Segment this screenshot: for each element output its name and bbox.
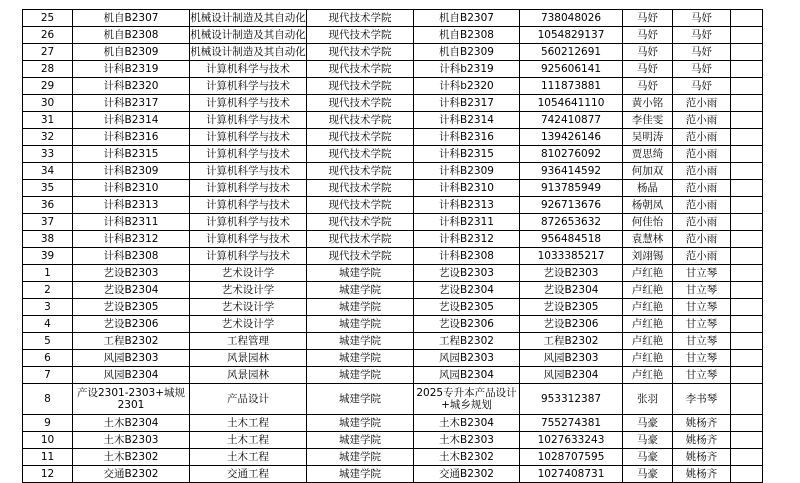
row-number: 39: [23, 248, 73, 265]
table-row: [23, 214, 763, 231]
table-row: [23, 180, 763, 197]
qq-number: 936414592: [520, 163, 623, 180]
qq-number: 1027633243: [520, 432, 623, 449]
qq-number: 925606141: [520, 61, 623, 78]
class-name: 计科B2312: [73, 231, 190, 248]
group-name: 计科B2309: [414, 163, 520, 180]
qq-number: 913785949: [520, 180, 623, 197]
college-name: 城建学院: [307, 350, 414, 367]
counselor: 姚杨齐: [673, 449, 731, 466]
empty-cell: [731, 10, 763, 27]
row-number: 31: [23, 112, 73, 129]
class-name: 艺设B2304: [73, 282, 190, 299]
group-name: 艺设B2303: [414, 265, 520, 282]
major-name: 计算机科学与技术: [190, 231, 307, 248]
qq-number: 742410877: [520, 112, 623, 129]
group-name: 计科b2319: [414, 61, 520, 78]
group-name: 机自B2308: [414, 27, 520, 44]
empty-cell: [731, 180, 763, 197]
table-row: [23, 248, 763, 265]
head-teacher: 何加双: [623, 163, 673, 180]
table-row: [23, 112, 763, 129]
major-name: 计算机科学与技术: [190, 112, 307, 129]
empty-cell: [731, 27, 763, 44]
table-row: [23, 299, 763, 316]
major-name: 产品设计: [190, 384, 307, 415]
college-name: 现代技术学院: [307, 10, 414, 27]
class-name: 计科B2315: [73, 146, 190, 163]
head-teacher: 李佳雯: [623, 112, 673, 129]
college-name: 城建学院: [307, 316, 414, 333]
empty-cell: [731, 112, 763, 129]
empty-cell: [731, 316, 763, 333]
row-number: 35: [23, 180, 73, 197]
college-name: 城建学院: [307, 367, 414, 384]
empty-cell: [731, 282, 763, 299]
counselor: 马妤: [673, 27, 731, 44]
college-name: 现代技术学院: [307, 197, 414, 214]
major-name: 计算机科学与技术: [190, 78, 307, 95]
counselor: 范小雨: [673, 231, 731, 248]
qq-number: 1054641110: [520, 95, 623, 112]
college-name: 现代技术学院: [307, 95, 414, 112]
table-row: [23, 466, 763, 483]
counselor: 甘立琴: [673, 282, 731, 299]
counselor: 李书琴: [673, 384, 731, 415]
table-row: [23, 231, 763, 248]
table-row: [23, 129, 763, 146]
group-name: 土木B2302: [414, 449, 520, 466]
college-name: 城建学院: [307, 299, 414, 316]
table-row: [23, 61, 763, 78]
college-name: 城建学院: [307, 265, 414, 282]
major-name: 土木工程: [190, 432, 307, 449]
class-name: 计科B2319: [73, 61, 190, 78]
head-teacher: 袁慧林: [623, 231, 673, 248]
class-name: 计科B2317: [73, 95, 190, 112]
head-teacher: 马妤: [623, 10, 673, 27]
row-number: 11: [23, 449, 73, 466]
group-name: 计科B2313: [414, 197, 520, 214]
head-teacher: 卢红艳: [623, 265, 673, 282]
major-name: 机械设计制造及其自动化: [190, 27, 307, 44]
counselor: 范小雨: [673, 95, 731, 112]
college-name: 城建学院: [307, 282, 414, 299]
major-name: 艺术设计学: [190, 282, 307, 299]
row-number: 36: [23, 197, 73, 214]
row-number: 37: [23, 214, 73, 231]
empty-cell: [731, 78, 763, 95]
major-name: 风景园林: [190, 350, 307, 367]
row-number: 34: [23, 163, 73, 180]
class-name: 计科B2308: [73, 248, 190, 265]
college-name: 现代技术学院: [307, 214, 414, 231]
row-number: 25: [23, 10, 73, 27]
table-row: [23, 316, 763, 333]
qq-number: 755274381: [520, 415, 623, 432]
qq-number: 艺设B2305: [520, 299, 623, 316]
table-row: [23, 146, 763, 163]
qq-number: 738048026: [520, 10, 623, 27]
major-name: 艺术设计学: [190, 299, 307, 316]
table-row: [23, 27, 763, 44]
empty-cell: [731, 367, 763, 384]
table-row: [23, 449, 763, 466]
group-name: 计科B2312: [414, 231, 520, 248]
counselor: 范小雨: [673, 197, 731, 214]
qq-number: 艺设B2303: [520, 265, 623, 282]
group-name: 艺设B2305: [414, 299, 520, 316]
counselor: 马妤: [673, 78, 731, 95]
class-name: 土木B2302: [73, 449, 190, 466]
empty-cell: [731, 466, 763, 483]
empty-cell: [731, 95, 763, 112]
college-name: 现代技术学院: [307, 78, 414, 95]
class-name: 产设2301-2303+城规2301: [73, 384, 190, 415]
head-teacher: 贾思绮: [623, 146, 673, 163]
major-name: 机械设计制造及其自动化: [190, 10, 307, 27]
head-teacher: 杨晶: [623, 180, 673, 197]
qq-number: 1033385217: [520, 248, 623, 265]
group-name: 2025专升本产品设计+城乡规划: [414, 384, 520, 415]
group-name: 艺设B2304: [414, 282, 520, 299]
major-name: 计算机科学与技术: [190, 248, 307, 265]
major-name: 土木工程: [190, 449, 307, 466]
counselor: 范小雨: [673, 214, 731, 231]
empty-cell: [731, 415, 763, 432]
qq-number: 872653632: [520, 214, 623, 231]
row-number: 33: [23, 146, 73, 163]
counselor: 范小雨: [673, 129, 731, 146]
table-row: [23, 367, 763, 384]
college-name: 城建学院: [307, 384, 414, 415]
qq-number: 艺设B2304: [520, 282, 623, 299]
class-name: 机自B2308: [73, 27, 190, 44]
qq-number: 1028707595: [520, 449, 623, 466]
empty-cell: [731, 248, 763, 265]
row-number: 1: [23, 265, 73, 282]
counselor: 范小雨: [673, 146, 731, 163]
class-name: 机自B2307: [73, 10, 190, 27]
major-name: 计算机科学与技术: [190, 214, 307, 231]
group-name: 计科B2311: [414, 214, 520, 231]
group-name: 计科B2317: [414, 95, 520, 112]
group-name: 计科B2310: [414, 180, 520, 197]
head-teacher: 卢红艳: [623, 350, 673, 367]
row-number: 32: [23, 129, 73, 146]
group-name: 计科b2320: [414, 78, 520, 95]
class-name: 土木B2303: [73, 432, 190, 449]
table-row: [23, 415, 763, 432]
counselor: 马妤: [673, 44, 731, 61]
head-teacher: 马豪: [623, 415, 673, 432]
group-name: 机自B2309: [414, 44, 520, 61]
counselor: 姚杨齐: [673, 432, 731, 449]
row-number: 10: [23, 432, 73, 449]
row-number: 9: [23, 415, 73, 432]
qq-number: 工程B2302: [520, 333, 623, 350]
head-teacher: 卢红艳: [623, 282, 673, 299]
major-name: 风景园林: [190, 367, 307, 384]
table-row: [23, 197, 763, 214]
major-name: 计算机科学与技术: [190, 180, 307, 197]
head-teacher: 刘翊锡: [623, 248, 673, 265]
college-name: 现代技术学院: [307, 129, 414, 146]
qq-number: 1027408731: [520, 466, 623, 483]
empty-cell: [731, 265, 763, 282]
row-number: 30: [23, 95, 73, 112]
head-teacher: 马妤: [623, 27, 673, 44]
major-name: 机械设计制造及其自动化: [190, 44, 307, 61]
counselor: 范小雨: [673, 163, 731, 180]
counselor: 甘立琴: [673, 299, 731, 316]
counselor: 马妤: [673, 61, 731, 78]
table-row: [23, 350, 763, 367]
row-number: 29: [23, 78, 73, 95]
class-name: 计科B2320: [73, 78, 190, 95]
row-number: 2: [23, 282, 73, 299]
empty-cell: [731, 214, 763, 231]
empty-cell: [731, 299, 763, 316]
group-name: 交通B2302: [414, 466, 520, 483]
row-number: 5: [23, 333, 73, 350]
class-name: 计科B2310: [73, 180, 190, 197]
row-number: 7: [23, 367, 73, 384]
row-number: 4: [23, 316, 73, 333]
qq-number: 1054829137: [520, 27, 623, 44]
group-name: 计科B2316: [414, 129, 520, 146]
head-teacher: 张羽: [623, 384, 673, 415]
table-row: [23, 10, 763, 27]
qq-number: 560212691: [520, 44, 623, 61]
row-number: 26: [23, 27, 73, 44]
counselor: 姚杨齐: [673, 466, 731, 483]
group-name: 风园B2303: [414, 350, 520, 367]
qq-number: 111873881: [520, 78, 623, 95]
major-name: 艺术设计学: [190, 316, 307, 333]
class-name: 艺设B2303: [73, 265, 190, 282]
qq-number: 956484518: [520, 231, 623, 248]
class-name: 计科B2311: [73, 214, 190, 231]
row-number: 12: [23, 466, 73, 483]
counselor: 范小雨: [673, 112, 731, 129]
class-name: 计科B2313: [73, 197, 190, 214]
group-name: 计科B2315: [414, 146, 520, 163]
college-name: 现代技术学院: [307, 44, 414, 61]
class-name: 土木B2304: [73, 415, 190, 432]
table-row: [23, 265, 763, 282]
head-teacher: 卢红艳: [623, 333, 673, 350]
counselor: 甘立琴: [673, 265, 731, 282]
group-name: 计科B2308: [414, 248, 520, 265]
qq-number: 艺设B2306: [520, 316, 623, 333]
table-row: [23, 78, 763, 95]
group-name: 艺设B2306: [414, 316, 520, 333]
counselor: 马妤: [673, 10, 731, 27]
table-row: [23, 384, 763, 415]
college-name: 现代技术学院: [307, 231, 414, 248]
class-name: 计科B2316: [73, 129, 190, 146]
class-name: 工程B2302: [73, 333, 190, 350]
qq-number: 风园B2304: [520, 367, 623, 384]
class-name: 风园B2304: [73, 367, 190, 384]
major-name: 交通工程: [190, 466, 307, 483]
empty-cell: [731, 432, 763, 449]
counselor: 姚杨齐: [673, 415, 731, 432]
college-name: 现代技术学院: [307, 112, 414, 129]
head-teacher: 马豪: [623, 466, 673, 483]
qq-number: 风园B2303: [520, 350, 623, 367]
empty-cell: [731, 333, 763, 350]
college-name: 现代技术学院: [307, 61, 414, 78]
empty-cell: [731, 350, 763, 367]
row-number: 6: [23, 350, 73, 367]
table-row: [23, 282, 763, 299]
head-teacher: 卢红艳: [623, 367, 673, 384]
row-number: 8: [23, 384, 73, 415]
empty-cell: [731, 61, 763, 78]
table-row: [23, 44, 763, 61]
row-number: 28: [23, 61, 73, 78]
group-name: 土木B2304: [414, 415, 520, 432]
major-name: 计算机科学与技术: [190, 197, 307, 214]
counselor: 甘立琴: [673, 350, 731, 367]
class-name: 计科B2309: [73, 163, 190, 180]
class-name: 艺设B2306: [73, 316, 190, 333]
group-name: 计科B2314: [414, 112, 520, 129]
class-table: [22, 9, 763, 483]
row-number: 38: [23, 231, 73, 248]
major-name: 计算机科学与技术: [190, 129, 307, 146]
group-name: 风园B2304: [414, 367, 520, 384]
head-teacher: 卢红艳: [623, 299, 673, 316]
empty-cell: [731, 129, 763, 146]
college-name: 现代技术学院: [307, 248, 414, 265]
head-teacher: 卢红艳: [623, 316, 673, 333]
empty-cell: [731, 231, 763, 248]
head-teacher: 杨朝凤: [623, 197, 673, 214]
empty-cell: [731, 384, 763, 415]
college-name: 现代技术学院: [307, 27, 414, 44]
college-name: 城建学院: [307, 415, 414, 432]
college-name: 城建学院: [307, 432, 414, 449]
table-row: [23, 95, 763, 112]
counselor: 范小雨: [673, 180, 731, 197]
class-name: 机自B2309: [73, 44, 190, 61]
head-teacher: 吴明涛: [623, 129, 673, 146]
row-number: 27: [23, 44, 73, 61]
major-name: 艺术设计学: [190, 265, 307, 282]
head-teacher: 马豪: [623, 449, 673, 466]
counselor: 甘立琴: [673, 367, 731, 384]
class-name: 交通B2302: [73, 466, 190, 483]
row-number: 3: [23, 299, 73, 316]
major-name: 计算机科学与技术: [190, 61, 307, 78]
group-name: 工程B2302: [414, 333, 520, 350]
college-name: 现代技术学院: [307, 180, 414, 197]
head-teacher: 何佳怡: [623, 214, 673, 231]
major-name: 工程管理: [190, 333, 307, 350]
head-teacher: 黄小铭: [623, 95, 673, 112]
empty-cell: [731, 197, 763, 214]
college-name: 现代技术学院: [307, 146, 414, 163]
group-name: 机自B2307: [414, 10, 520, 27]
class-name: 艺设B2305: [73, 299, 190, 316]
counselor: 甘立琴: [673, 333, 731, 350]
college-name: 现代技术学院: [307, 163, 414, 180]
major-name: 计算机科学与技术: [190, 146, 307, 163]
qq-number: 139426146: [520, 129, 623, 146]
table-row: [23, 432, 763, 449]
major-name: 计算机科学与技术: [190, 95, 307, 112]
head-teacher: 马妤: [623, 78, 673, 95]
group-name: 土木B2303: [414, 432, 520, 449]
head-teacher: 马妤: [623, 44, 673, 61]
table-row: [23, 333, 763, 350]
qq-number: 810276092: [520, 146, 623, 163]
major-name: 计算机科学与技术: [190, 163, 307, 180]
qq-number: 953312387: [520, 384, 623, 415]
counselor: 范小雨: [673, 248, 731, 265]
empty-cell: [731, 163, 763, 180]
empty-cell: [731, 449, 763, 466]
empty-cell: [731, 44, 763, 61]
class-name: 计科B2314: [73, 112, 190, 129]
qq-number: 926713676: [520, 197, 623, 214]
class-name: 风园B2303: [73, 350, 190, 367]
college-name: 城建学院: [307, 449, 414, 466]
college-name: 城建学院: [307, 333, 414, 350]
table-row: [23, 163, 763, 180]
head-teacher: 马妤: [623, 61, 673, 78]
counselor: 甘立琴: [673, 316, 731, 333]
empty-cell: [731, 146, 763, 163]
head-teacher: 马豪: [623, 432, 673, 449]
major-name: 土木工程: [190, 415, 307, 432]
college-name: 城建学院: [307, 466, 414, 483]
